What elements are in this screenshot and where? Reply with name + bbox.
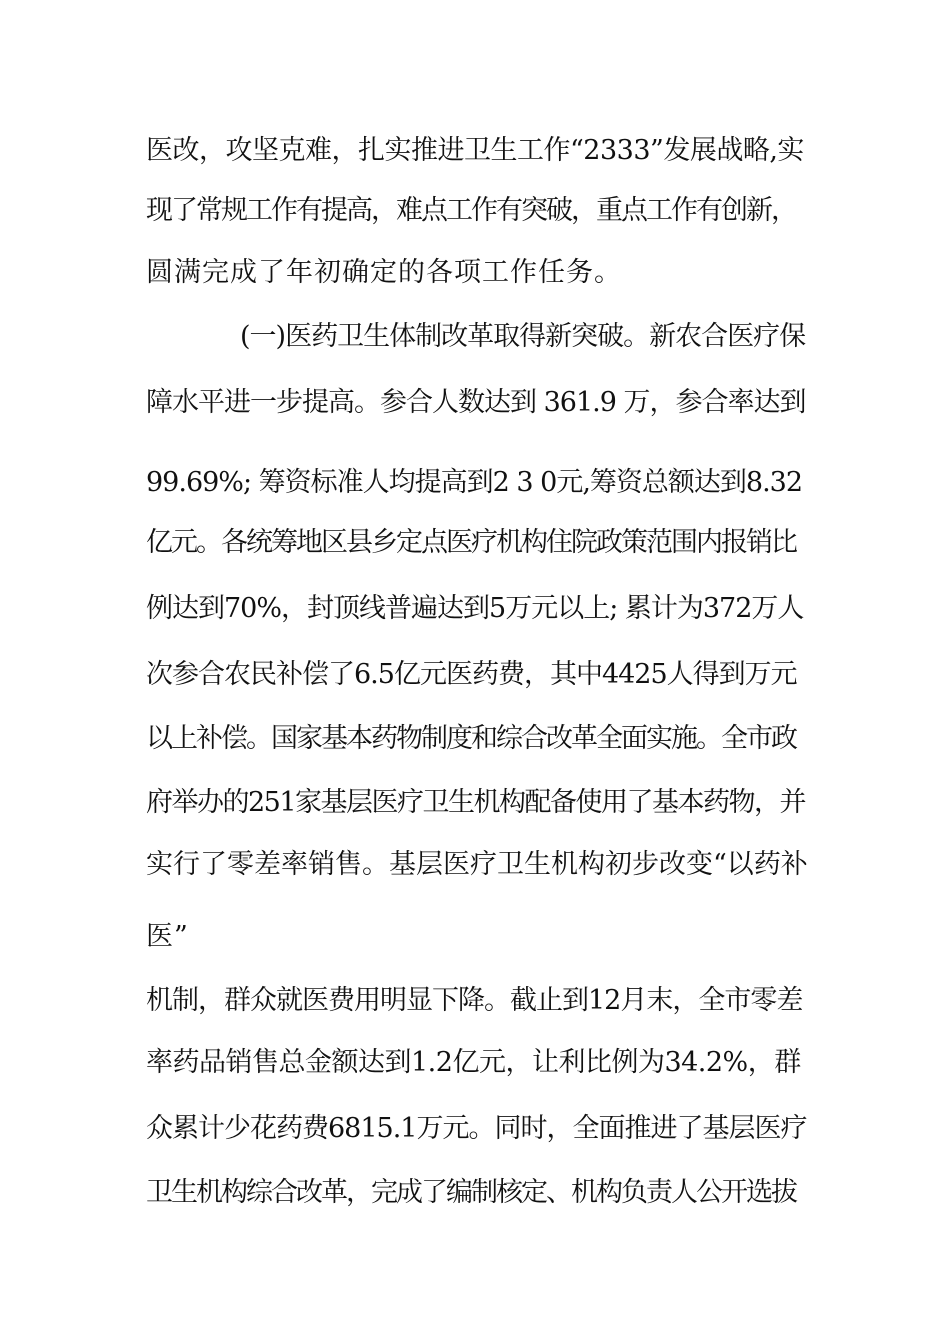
text-line-8: 例达到70%，封顶线普遍达到5万元以上; 累计为372万人 bbox=[146, 593, 804, 624]
text-line-10: 以上补偿。国家基本药物制度和综合改革全面实施。全市政 bbox=[146, 723, 796, 754]
text-line-12: 实行了零差率销售。基层医疗卫生机构初步改变“以药补 bbox=[146, 849, 808, 880]
text-line-7: 亿元。各统筹地区县乡定点医疗机构住院政策范围内报销比 bbox=[146, 527, 796, 558]
text-line-13: 医” bbox=[146, 921, 189, 952]
text-line-3: 圆满完成了年初确定的各项工作任务。 bbox=[146, 257, 622, 288]
text-line-9: 次参合农民补偿了6.5亿元医药费，其中4425人得到万元 bbox=[146, 659, 797, 690]
text-line-5: 障水平进一步提高。参合人数达到 361.9 万，参合率达到 bbox=[146, 387, 806, 418]
text-line-17: 卫生机构综合改革，完成了编制核定、机构负责人公开选拔 bbox=[146, 1177, 796, 1208]
text-line-1: 医改，攻坚克难，扎实推进卫生工作“2333”发展战略,实 bbox=[146, 135, 804, 166]
text-line-14: 机制，群众就医费用明显下降。截止到12月末，全市零差 bbox=[146, 985, 803, 1016]
text-line-2: 现了常规工作有提高，难点工作有突破，重点工作有创新， bbox=[146, 195, 796, 226]
section-heading-line: (一)医药卫生体制改革取得新突破。新农合医疗保 bbox=[240, 321, 806, 352]
text-line-6: 99.69%; 筹资标准人均提高到2 3 0元,筹资总额达到8.32 bbox=[146, 467, 803, 498]
text-line-11: 府举办的251家基层医疗卫生机构配备使用了基本药物，并 bbox=[146, 787, 806, 818]
text-line-16: 众累计少花药费6815.1万元。同时，全面推进了基层医疗 bbox=[146, 1113, 807, 1144]
text-line-15: 率药品销售总金额达到1.2亿元，让利比例为34.2%，群 bbox=[146, 1047, 801, 1078]
